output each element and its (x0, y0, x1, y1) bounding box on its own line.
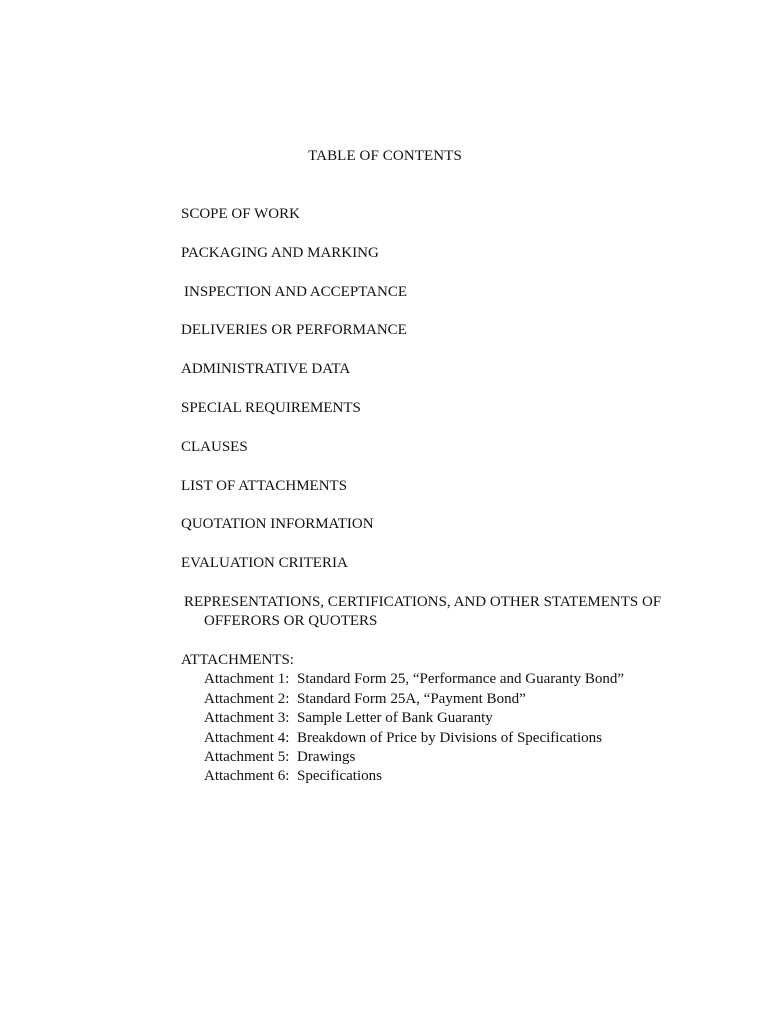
attachment-row (181, 709, 624, 728)
attachment-label: Attachment 6: (204, 768, 290, 785)
toc-item-representations (184, 593, 744, 631)
toc-item-list-of-attachments: LIST OF ATTACHMENTS (181, 478, 348, 494)
attachment-row (181, 748, 624, 767)
attachment-description: Standard Form 25, “Performance and Guaranty Bond” (297, 671, 624, 688)
toc-item-scope-of-work: SCOPE OF WORK (181, 206, 300, 222)
attachment-row (181, 729, 624, 748)
toc-item-representations-line1: REPRESENTATIONS, CERTIFICATIONS, AND OTHER STATEMENTS OF (184, 594, 662, 610)
attachment-label: Attachment 2: (204, 690, 290, 707)
attachment-label: Attachment 3: (204, 710, 290, 727)
toc-item-quotation-information: QUOTATION INFORMATION (181, 516, 374, 532)
attachment-description: Standard Form 25A, “Payment Bond” (297, 690, 526, 707)
toc-item-deliveries-or-performance: DELIVERIES OR PERFORMANCE (181, 322, 407, 338)
toc-item-representations-line2: OFFERORS OR QUOTERS (204, 613, 378, 629)
toc-item-packaging-and-marking: PACKAGING AND MARKING (181, 245, 379, 261)
attachment-description: Sample Letter of Bank Guaranty (297, 710, 493, 727)
toc-item-evaluation-criteria: EVALUATION CRITERIA (181, 555, 348, 571)
attachment-label: Attachment 4: (204, 729, 290, 746)
toc-item-administrative-data: ADMINISTRATIVE DATA (181, 361, 351, 377)
toc-item-clauses: CLAUSES (181, 439, 248, 455)
attachment-row (181, 670, 624, 689)
attachments-heading: ATTACHMENTS: (181, 652, 294, 668)
attachment-description: Breakdown of Price by Divisions of Specifications (297, 729, 602, 746)
attachments-section (181, 651, 624, 787)
attachment-row (181, 767, 624, 786)
toc-item-inspection-and-acceptance: INSPECTION AND ACCEPTANCE (184, 284, 407, 300)
attachment-row (181, 690, 624, 709)
page-title: TABLE OF CONTENTS (308, 148, 462, 164)
attachment-description: Drawings (297, 748, 356, 765)
attachment-description: Specifications (297, 768, 382, 785)
attachment-label: Attachment 1: (204, 671, 290, 688)
toc-item-special-requirements: SPECIAL REQUIREMENTS (181, 400, 361, 416)
attachment-label: Attachment 5: (204, 748, 290, 765)
